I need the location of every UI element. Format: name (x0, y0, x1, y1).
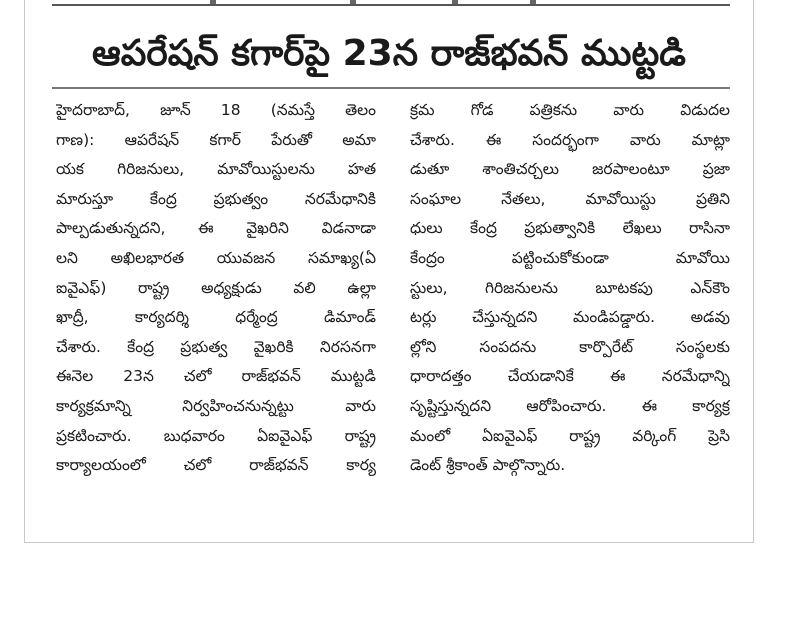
right-line: డెంట్ శ్రీకాంత్ పాల్గొన్నారు. (410, 456, 566, 475)
cut-off-previous-text (200, 0, 540, 6)
left-line: ఈనెల 23న చలో రాజ్‌భవన్ ముట్టడి (56, 367, 376, 386)
article-left-column (56, 96, 376, 526)
left-line: లని అఖిలభారత యువజన సమాఖ్య(ఏ (56, 248, 376, 267)
right-line: ల్లోని సంపదను కార్పొరేట్ సంస్థలకు (410, 337, 730, 356)
article-right-column (410, 96, 730, 526)
left-line: కార్యాలయంలో చలో రాజ్‌భవన్ కార్య (56, 456, 376, 475)
left-line: మారుస్తూ కేంద్ర ప్రభుత్వం నరమేధానికి (56, 189, 376, 208)
left-line: గాణ): ఆపరేషన్ కగార్ పేరుతో అమా (56, 130, 376, 149)
right-line: కేంద్రం పట్టించుకోకుండా మావోయి (410, 248, 730, 267)
left-line: పాల్పడుతున్నదని, ఈ వైఖరిని విడనాడా (56, 219, 376, 238)
right-line: ధారాదత్తం చేయడానికే ఈ నరమేధాన్ని (410, 367, 730, 386)
left-line: ఐవైఎఫ్) రాష్ట్ర అధ్యక్షుడు వలి ఉల్లా (56, 278, 376, 297)
right-line: డుతూ శాంతిచర్చలు జరపాలంటూ ప్రజా (410, 160, 730, 179)
headline-underline (52, 87, 730, 89)
right-line: స్టులు, గిరిజనులను బూటకపు ఎన్‌కౌం (410, 278, 730, 297)
right-line: సృష్టిస్తున్నదని ఆరోపించారు. ఈ కార్యక్ర (410, 396, 730, 415)
left-line: చేశారు. కేంద్ర ప్రభుత్వ వైఖరికి నిరసనగా (56, 337, 376, 356)
right-line: ధులు కేంద్ర ప్రభుత్వానికి లేఖలు రాసినా (410, 219, 730, 238)
right-line: టర్లు చేస్తున్నదని మండిపడ్డారు. అడవు (410, 308, 730, 327)
left-line: ప్రకటించారు. బుధవారం ఏఐవైఎఫ్ రాష్ట్ర (56, 426, 376, 445)
right-line: మంలో ఏఐవైఎఫ్ రాష్ట్ర వర్కింగ్ ప్రెసి (410, 426, 730, 445)
left-line: యక గిరిజనులు, మావోయిస్టులను హత (56, 160, 376, 179)
left-line: కార్యక్రమాన్ని నిర్వహించనున్నట్టు వారు (56, 396, 376, 415)
right-line: చేశారు. ఈ సందర్భంగా వారు మాట్లా (410, 130, 730, 149)
headline: ఆపరేషన్ కగార్‌పై 23న రాజ్‌భవన్ ముట్టడి (92, 33, 686, 74)
right-line: సంఘాల నేతలు, మావోయిస్టు ప్రతిని (410, 189, 730, 208)
right-line: క్రమ గోడ పత్రికను వారు విడుదల (410, 101, 730, 119)
left-line: ఖాద్రీ, కార్యదర్శి ధర్మేంద్ర డిమాండ్ (56, 308, 376, 327)
left-line: హైదరాబాద్, జూన్ 18 (నమస్తే తెలం (56, 101, 376, 119)
